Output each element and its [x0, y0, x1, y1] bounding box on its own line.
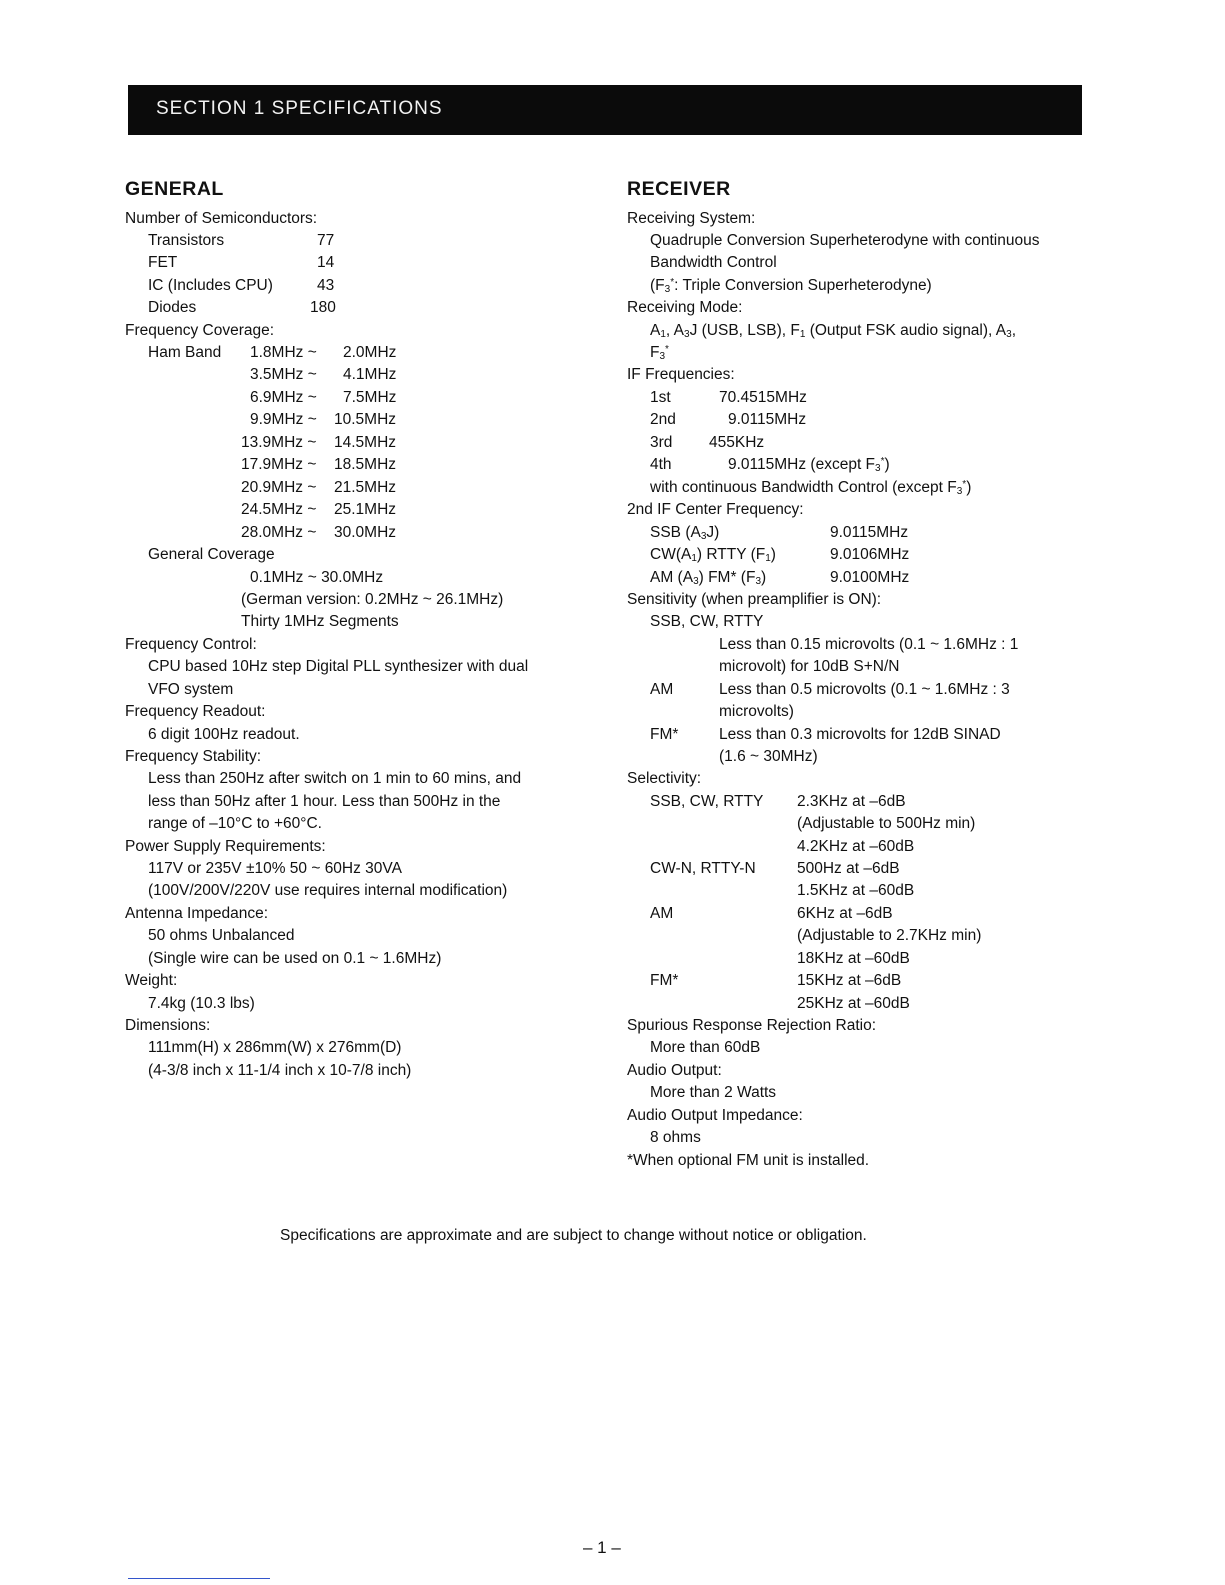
center-value: 9.0106MHz — [830, 546, 910, 563]
ham-high: 30.0MHz — [334, 524, 397, 541]
page-number: – 1 – — [583, 1538, 621, 1557]
antenna-text: (Single wire can be used on 0.1 ~ 1.6MHz) — [148, 950, 442, 967]
if-row-name: 4th — [650, 456, 672, 473]
semi-name: Transistors — [148, 232, 225, 249]
center-mode: SSB $(A_3J)$ — [650, 524, 720, 542]
center-value: 9.0115MHz — [830, 524, 909, 541]
sel-am-text: 18KHz at –60dB — [797, 950, 910, 967]
section-banner — [128, 85, 1082, 135]
ham-high: 25.1MHz — [334, 501, 397, 518]
ham-low: 20.9MHz ~ — [241, 479, 317, 496]
sens-mode-ssb: SSB, CW, RTTY — [650, 613, 764, 630]
rx-mode-text: $A_1$, $A_3J$ (USB, LSB), $F_1$ (Output FSK audio signal), $A_3$, — [650, 322, 1017, 340]
ham-high: 14.5MHz — [334, 434, 397, 451]
sens-am-text: Less than 0.5 microvolts (0.1 ~ 1.6MHz : 3 — [719, 681, 1010, 698]
ham-high: 4.1MHz — [343, 366, 397, 383]
semi-count: 14 — [317, 254, 335, 271]
ham-low: 3.5MHz ~ — [250, 366, 317, 383]
ham-low: 24.5MHz ~ — [241, 501, 317, 518]
rx-system-text: Bandwidth Control — [650, 254, 777, 271]
semi-count: 77 — [317, 232, 335, 249]
rx-mode-text: $F_3^*$ — [650, 344, 669, 362]
if-center-label: 2nd IF Center Frequency: — [627, 501, 804, 518]
freq-control-label: Frequency Control: — [125, 636, 257, 653]
power-label: Power Supply Requirements: — [125, 838, 326, 855]
dimensions-text: (4-3/8 inch x 11-1/4 inch x 10-7/8 inch) — [148, 1062, 412, 1079]
sens-mode-am: AM — [650, 681, 674, 698]
ham-band-label: Ham Band — [148, 344, 222, 361]
rx-mode-label: Receiving Mode: — [627, 299, 743, 316]
sel-fm-text: 15KHz at –6dB — [797, 972, 902, 989]
rx-system-f3-text: ($F_3^*$: Triple Conversion Superheterodyne) — [650, 277, 932, 295]
disclaimer: Specifications are approximate and are subject to change without notice or obligation. — [280, 1227, 867, 1244]
semi-name: FET — [148, 254, 178, 271]
sel-mode-ssb: SSB, CW, RTTY — [650, 793, 764, 810]
spurious-label: Spurious Response Rejection Ratio: — [627, 1017, 876, 1034]
general-heading: GENERAL — [125, 178, 224, 200]
freq-stability-label: Frequency Stability: — [125, 748, 262, 765]
freq-coverage-label: Frequency Coverage: — [125, 322, 275, 339]
if-row-value: 9.0115MHz (except $F_3^*$) — [728, 456, 890, 474]
center-mode: $CW(A_1)$ RTTY $(F_1)$ — [650, 546, 776, 564]
freq-readout-text: 6 digit 100Hz readout. — [148, 726, 300, 743]
general-coverage-range: 0.1MHz ~ 30.0MHz — [250, 569, 384, 586]
footer-rule — [128, 1578, 270, 1579]
segments-note: Thirty 1MHz Segments — [241, 613, 399, 630]
semi-count: 180 — [310, 299, 336, 316]
rx-system-label: Receiving System: — [627, 210, 756, 227]
freq-stability-text: Less than 250Hz after switch on 1 min to 60 mins, and — [148, 770, 522, 787]
sel-mode-cwn: CW-N, RTTY-N — [650, 860, 756, 877]
center-value: 9.0100MHz — [830, 569, 910, 586]
ham-low: 28.0MHz ~ — [241, 524, 317, 541]
if-row-name: 2nd — [650, 411, 676, 428]
dimensions-text: 111mm(H) x 286mm(W) x 276mm(D) — [148, 1039, 402, 1056]
weight-text: 7.4kg (10.3 lbs) — [148, 995, 255, 1012]
semi-count: 43 — [317, 277, 335, 294]
sel-fm-text: 25KHz at –60dB — [797, 995, 910, 1012]
spurious-text: More than 60dB — [650, 1039, 761, 1056]
sel-cwn-text: 1.5KHz at –60dB — [797, 882, 915, 899]
freq-control-text: VFO system — [148, 681, 234, 698]
audio-impedance-label: Audio Output Impedance: — [627, 1107, 803, 1124]
sens-fm-text: Less than 0.3 microvolts for 12dB SINAD — [719, 726, 1001, 743]
sens-mode-fm: FM* — [650, 726, 679, 743]
if-row-name: 1st — [650, 389, 671, 406]
fm-unit-note: *When optional FM unit is installed. — [627, 1152, 870, 1169]
audio-output-text: More than 2 Watts — [650, 1084, 777, 1101]
if-row-value: 455KHz — [709, 434, 765, 451]
semi-name: IC (Includes CPU) — [148, 277, 273, 294]
if-row-name: 3rd — [650, 434, 673, 451]
rx-system-text: Quadruple Conversion Superheterodyne with continuous — [650, 232, 1040, 249]
ham-low: 17.9MHz ~ — [241, 456, 317, 473]
weight-label: Weight: — [125, 972, 178, 989]
semi-name: Diodes — [148, 299, 197, 316]
ham-high: 2.0MHz — [343, 344, 397, 361]
semis-label: Number of Semiconductors: — [125, 210, 318, 227]
sel-ssb-text: (Adjustable to 500Hz min) — [797, 815, 976, 832]
audio-output-label: Audio Output: — [627, 1062, 722, 1079]
general-coverage-label: General Coverage — [148, 546, 275, 563]
receiver-heading: RECEIVER — [627, 178, 731, 200]
center-mode: AM $(A_3)$ FM* $(F_3)$ — [650, 569, 767, 587]
sel-mode-fm: FM* — [650, 972, 679, 989]
ham-high: 10.5MHz — [334, 411, 397, 428]
antenna-text: 50 ohms Unbalanced — [148, 927, 295, 944]
sensitivity-label: Sensitivity (when preamplifier is ON): — [627, 591, 882, 608]
sel-cwn-text: 500Hz at –6dB — [797, 860, 900, 877]
ham-high: 18.5MHz — [334, 456, 397, 473]
ham-high: 7.5MHz — [343, 389, 397, 406]
if-row-value: 9.0115MHz — [728, 411, 807, 428]
power-text: 117V or 235V ±10% 50 ~ 60Hz 30VA — [148, 860, 402, 877]
section-title: SECTION 1 SPECIFICATIONS — [156, 98, 443, 119]
if-row-value: 70.4515MHz — [719, 389, 807, 406]
power-text: (100V/200V/220V use requires internal modification) — [148, 882, 508, 899]
sel-mode-am: AM — [650, 905, 674, 922]
sel-ssb-text: 2.3KHz at –6dB — [797, 793, 906, 810]
freq-stability-text: range of –10°C to +60°C. — [148, 815, 322, 832]
sens-am-text: microvolts) — [719, 703, 794, 720]
sel-ssb-text: 4.2KHz at –60dB — [797, 838, 915, 855]
sel-am-text: (Adjustable to 2.7KHz min) — [797, 927, 982, 944]
antenna-label: Antenna Impedance: — [125, 905, 269, 922]
ham-low: 6.9MHz ~ — [250, 389, 317, 406]
ham-low: 9.9MHz ~ — [250, 411, 317, 428]
selectivity-label: Selectivity: — [627, 770, 702, 787]
sens-ssb-text: Less than 0.15 microvolts (0.1 ~ 1.6MHz : 1 — [719, 636, 1019, 653]
if-bandwidth-note: with continuous Bandwidth Control (except $F_3^*$) — [650, 479, 972, 497]
ham-low: 13.9MHz ~ — [241, 434, 317, 451]
sens-fm-text: (1.6 ~ 30MHz) — [719, 748, 818, 765]
german-version-note: (German version: 0.2MHz ~ 26.1MHz) — [241, 591, 504, 608]
dimensions-label: Dimensions: — [125, 1017, 211, 1034]
freq-control-text: CPU based 10Hz step Digital PLL synthesizer with dual — [148, 658, 529, 675]
sel-am-text: 6KHz at –6dB — [797, 905, 893, 922]
freq-readout-label: Frequency Readout: — [125, 703, 266, 720]
audio-impedance-text: 8 ohms — [650, 1129, 701, 1146]
freq-stability-text: less than 50Hz after 1 hour. Less than 500Hz in the — [148, 793, 501, 810]
sens-ssb-text: microvolt) for 10dB S+N/N — [719, 658, 900, 675]
ham-high: 21.5MHz — [334, 479, 397, 496]
ham-low: 1.8MHz ~ — [250, 344, 317, 361]
if-freq-label: IF Frequencies: — [627, 366, 735, 383]
